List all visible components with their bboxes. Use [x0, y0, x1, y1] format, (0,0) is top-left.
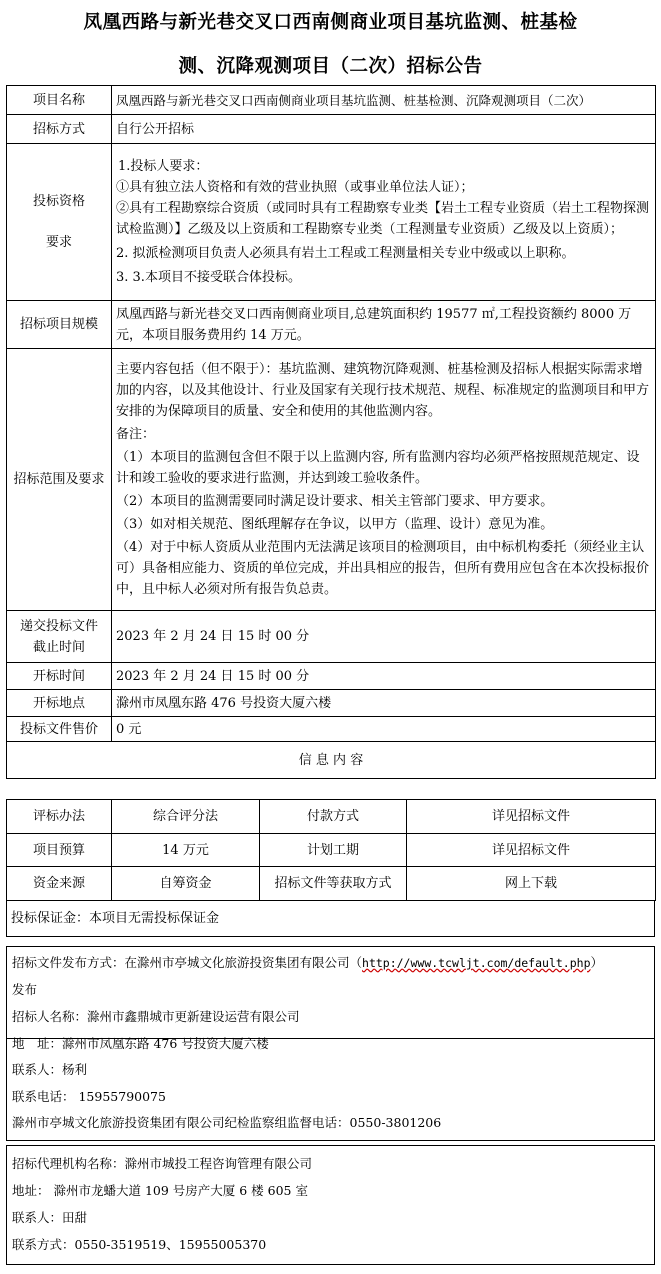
qualification-line: ②具有工程勘察综合资质（或同时具有工程勘察专业类【岩土工程专业资质（岩土工程物探测试检监测）】乙级及以上资质和工程勘察专业类（工程测量专业资质）乙级及以上资质）； [116, 201, 650, 237]
scope-value [112, 349, 656, 611]
price-value: 0 元 [112, 717, 656, 742]
publish-url-link[interactable]: http://www.tcwljt.com/default.php [362, 956, 591, 970]
agency-name: 招标代理机构名称：滁州市城投工程咨询管理有限公司 [12, 1156, 313, 1171]
scope-line: （2）本项目的监测需要同时满足设计要求、相关主管部门要求、甲方要求。 [116, 494, 554, 509]
info-cell: 网上下载 [407, 867, 656, 901]
scale-label: 招标项目规模 [7, 301, 112, 349]
info-cell: 招标文件等获取方式 [260, 867, 407, 901]
supervision-phone: 滁州市亭城文化旅游投资集团有限公司纪检监察组监督电话：0550-3801206 [12, 1115, 442, 1130]
tenderer-name: 招标人名称：滁州市鑫鼎城市更新建设运营有限公司 [12, 1009, 300, 1024]
project-name-label: 项目名称 [7, 86, 112, 115]
publish-line [12, 953, 603, 971]
info-cell: 资金来源 [7, 867, 112, 901]
deadline-label-line-1: 递交投标文件 [19, 618, 98, 634]
title-line-2: 测、沉降观测项目（二次）招标公告 [178, 56, 483, 77]
qualification-label-line-1: 投标资格 [32, 194, 85, 209]
qualification-line: 3. 3.本项目不接受联合体投标。 [116, 270, 301, 285]
deadline-label [7, 611, 112, 663]
scope-line: （1）本项目的监测包含但不限于以上监测内容, 所有监测内容均必须严格按照规范规定、设计和竣工验收的要求进行监测，并达到竣工验收条件。 [116, 450, 640, 486]
project-name-value: 凤凰西路与新光巷交叉口西南侧商业项目基坑监测、桩基检测、沉降观测项目（二次） [112, 86, 656, 115]
info-cell: 自筹资金 [112, 867, 260, 901]
deposit-note: 投标保证金：本项目无需投标保证金 [7, 901, 655, 937]
publish-suffix: ） [590, 955, 604, 970]
tenderer-contact: 联系人：杨利 [12, 1062, 88, 1077]
scope-line: 主要内容包括（但不限于）：基坑监测、建筑物沉降观测、桩基检测及招标人根据实际需求增加的内容，以及其他设计、行业及国家有关现行技术规范、规程、标准规定的监测项目和甲方安排的为保障项目的质量、安全和使用的其他监测内容。 [116, 362, 650, 419]
main-table [6, 85, 656, 779]
info-cell: 14 万元 [112, 834, 260, 867]
title-line-1: 凤凰西路与新光巷交叉口西南侧商业项目基坑监测、桩基检 [83, 12, 578, 33]
info-cell: 计划工期 [260, 834, 407, 867]
qualification-label [7, 144, 112, 301]
info-cell: 评标办法 [7, 800, 112, 834]
qualification-label-line-2: 要求 [45, 235, 72, 250]
tenderer-phone: 联系电话： 15955790075 [12, 1089, 166, 1104]
scale-value: 凤凰西路与新光巷交叉口西南侧商业项目,总建筑面积约 19577 ㎡,工程投资额约 8000 万元，本项目服务费用约 14 万元。 [112, 301, 656, 349]
publish-prefix: 招标文件发布方式：在滁州市亭城文化旅游投资集团有限公司（ [12, 955, 363, 970]
info-cell: 详见招标文件 [407, 834, 656, 867]
bid-method-label: 招标方式 [7, 115, 112, 144]
price-label: 投标文件售价 [7, 717, 112, 742]
open-time-label: 开标时间 [7, 663, 112, 690]
scope-line: （3）如对相关规范、图纸理解存在争议，以甲方（监理、设计）意见为准。 [116, 517, 554, 532]
qualification-line: 2. 拟派检测项目负责人必须具有岩土工程或工程测量相关专业中级或以上职称。 [116, 246, 575, 261]
scope-line: （4）对于中标人资质从业范围内无法满足该项目的检测项目，由中标机构委托（须经业主认可）具备相应能力、资质的单位完成，并出具相应的报告，但所有费用应包含在本次投标报价中，且中标人必须对所有报告负总责。 [116, 540, 650, 597]
open-time-value: 2023 年 2 月 24 日 15 时 00 分 [112, 663, 656, 690]
agency-address: 地址： 滁州市龙蟠大道 109 号房产大厦 6 楼 605 室 [12, 1183, 308, 1198]
deadline-label-line-2: 截止时间 [32, 639, 85, 655]
qualification-value [112, 144, 656, 301]
bid-method-value: 自行公开招标 [112, 115, 656, 144]
publish-line-2: 发布 [12, 982, 38, 997]
info-table [6, 799, 656, 901]
deadline-value: 2023 年 2 月 24 日 15 时 00 分 [112, 611, 656, 663]
scope-label: 招标范围及要求 [7, 349, 112, 611]
info-cell: 项目预算 [7, 834, 112, 867]
agency-phone: 联系方式：0550-3519519、15955005370 [12, 1237, 267, 1252]
open-place-label: 开标地点 [7, 690, 112, 717]
info-cell: 付款方式 [260, 800, 407, 834]
scope-line: 备注： [116, 427, 156, 442]
tenderer-address: 地 址：滁州市凤凰东路 476 号投资大厦六楼 [12, 1036, 269, 1051]
agency-box [6, 1145, 655, 1265]
tenderer-box [6, 1003, 655, 1141]
qualification-line: 1.投标人要求： [118, 159, 209, 174]
qualification-line: ①具有独立法人资格和有效的营业执照（或事业单位法人证）； [116, 180, 474, 195]
info-header: 信 息 内 容 [7, 742, 656, 779]
deposit-table [6, 900, 655, 937]
open-place-value: 滁州市凤凰东路 476 号投资大厦六楼 [112, 690, 656, 717]
agency-contact: 联系人：田甜 [12, 1210, 88, 1225]
info-cell: 详见招标文件 [407, 800, 656, 834]
info-cell: 综合评分法 [112, 800, 260, 834]
